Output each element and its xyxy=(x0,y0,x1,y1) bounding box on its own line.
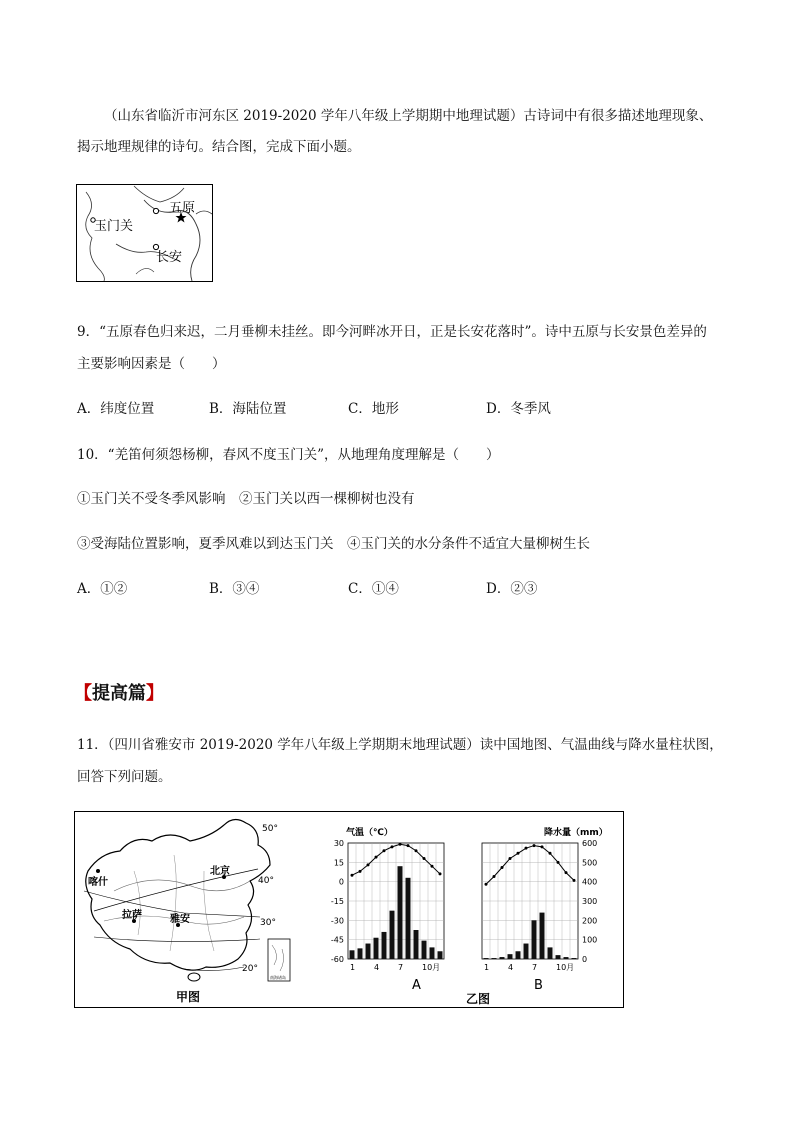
precip-bar xyxy=(492,958,497,959)
precip-tick-label: 0 xyxy=(582,955,588,964)
temp-point xyxy=(367,863,370,866)
temp-point xyxy=(423,857,426,860)
temp-tick-label: 15 xyxy=(333,858,344,868)
city-lhasa: 拉萨 xyxy=(122,910,142,921)
precip-bar xyxy=(438,951,443,959)
changan-point xyxy=(153,244,158,249)
temp-point xyxy=(509,857,512,860)
label-wuyuan: 五原 xyxy=(169,201,196,216)
q9-stem-line-2: 主要影响因素是（ ） xyxy=(77,356,226,372)
temp-point xyxy=(565,871,568,874)
section-heading xyxy=(74,679,164,705)
panel-b-label: B xyxy=(534,978,543,993)
intro-line-2: 揭示地理规律的诗句。结合图，完成下面小题。 xyxy=(77,139,361,155)
temp-point xyxy=(407,844,410,847)
temp-tick-label: -60 xyxy=(330,955,344,964)
temp-tick-label: -30 xyxy=(330,916,344,926)
q10-option-b[interactable]: B．③④ xyxy=(209,581,260,597)
city-kashgar-point xyxy=(96,869,100,873)
climate-chart-b xyxy=(482,843,578,972)
q9-option-a[interactable]: A．纬度位置 xyxy=(77,401,155,417)
city-yaan: 雅安 xyxy=(170,914,190,925)
q11-stem-line-2: 回答下列问题。 xyxy=(77,769,172,785)
section-title: 提高篇 xyxy=(92,683,146,704)
precip-bar xyxy=(516,951,521,959)
panel-a-label: A xyxy=(412,978,421,993)
latitude-20-label: 20° xyxy=(242,964,258,974)
precip-axis-title: 降水量（mm） xyxy=(544,828,608,838)
precip-bar xyxy=(540,913,545,959)
temp-point xyxy=(517,852,520,855)
city-kashgar: 喀什 xyxy=(88,877,108,888)
month-tick-label: 7 xyxy=(398,963,404,972)
precip-bar xyxy=(414,930,419,959)
temp-axis-title: 气温（℃） xyxy=(346,828,393,838)
climate-chart-a xyxy=(348,843,444,972)
month-tick-label: 1 xyxy=(484,963,490,972)
latitude-30-label: 30° xyxy=(260,918,276,928)
latitude-50-label: 50° xyxy=(262,824,278,834)
temp-point xyxy=(439,872,442,875)
wuyuan-point xyxy=(153,208,158,213)
precip-bar xyxy=(500,957,505,959)
q9-option-c[interactable]: C．地形 xyxy=(348,401,399,417)
precip-bar xyxy=(430,947,435,959)
month-tick-label: 1 xyxy=(350,963,356,972)
precip-bar xyxy=(390,911,395,959)
temp-point xyxy=(493,875,496,878)
temp-point xyxy=(549,852,552,855)
intro-line-1: （山东省临沂市河东区 2019-2020 学年八年级上学期期中地理试题）古诗词中有很多描述地理现象、 xyxy=(104,108,713,124)
q10-option-a[interactable]: A．①② xyxy=(77,581,128,597)
latitude-40-label: 40° xyxy=(258,876,274,886)
inset-label: 南海诸岛 xyxy=(270,975,286,980)
precip-tick-label: 600 xyxy=(582,839,598,848)
precip-bar xyxy=(374,938,379,959)
temp-point xyxy=(557,861,560,864)
precip-bar xyxy=(358,948,363,959)
city-beijing: 北京 xyxy=(210,866,230,877)
q10-statements-2: ③受海陆位置影响，夏季风难以到达玉门关 ④玉门关的水分条件不适宜大量柳树生长 xyxy=(77,536,590,552)
precip-tick-label: 100 xyxy=(582,935,598,945)
q9-option-b[interactable]: B．海陆位置 xyxy=(209,401,287,417)
label-changan: 长安 xyxy=(156,250,183,265)
temp-point xyxy=(573,879,576,882)
precip-bar xyxy=(366,944,371,959)
temp-point xyxy=(383,849,386,852)
month-tick-label: 10月 xyxy=(556,963,575,972)
caption-yi: 乙图 xyxy=(466,992,491,1006)
precip-bar xyxy=(398,866,403,959)
temp-point xyxy=(351,874,354,877)
section-bracket-open: 【 xyxy=(74,683,92,704)
temp-point xyxy=(399,843,402,846)
temp-point xyxy=(375,856,378,859)
temp-tick-label: -45 xyxy=(330,935,344,945)
precip-bar xyxy=(422,941,427,959)
temp-point xyxy=(359,870,362,873)
precip-bar xyxy=(350,950,355,959)
caption-jia: 甲图 xyxy=(176,990,201,1004)
q10-statements-1: ①玉门关不受冬季风影响 ②玉门关以西一棵柳树也没有 xyxy=(77,491,415,507)
precip-tick-label: 400 xyxy=(582,877,598,887)
section-bracket-close: 】 xyxy=(146,683,164,704)
temp-point xyxy=(541,845,544,848)
ancient-poetry-map xyxy=(76,184,213,286)
precip-bar xyxy=(548,947,553,959)
temp-point xyxy=(485,883,488,886)
temp-point xyxy=(525,847,528,850)
q10-option-d[interactable]: D．②③ xyxy=(486,581,538,597)
temp-tick-label: 0 xyxy=(338,877,344,887)
month-tick-label: 4 xyxy=(508,963,514,972)
precip-tick-label: 300 xyxy=(582,897,598,906)
temp-point xyxy=(501,866,504,869)
precip-tick-label: 500 xyxy=(582,858,598,868)
temp-tick-label: 30 xyxy=(333,839,344,848)
temp-tick-label: -15 xyxy=(330,897,344,906)
precip-bar xyxy=(532,920,537,959)
precip-tick-label: 200 xyxy=(582,916,598,926)
precip-bar xyxy=(564,957,569,959)
temp-point xyxy=(391,845,394,848)
precip-bar xyxy=(484,958,489,959)
temp-point xyxy=(431,865,434,868)
month-tick-label: 10月 xyxy=(422,963,441,972)
q9-stem-line-1: 9．“五原春色归来迟，二月垂柳未挂丝。即今河畔冰开日，正是长安花落时”。诗中五原与长安景色差异的 xyxy=(77,324,707,340)
china-map-climate-figure xyxy=(74,811,624,1012)
temp-point xyxy=(415,849,418,852)
q11-stem-line-1: 11．（四川省雅安市 2019-2020 学年八年级上学期期末地理试题）读中国地图、气温曲线与降水量柱状图， xyxy=(77,737,723,753)
precip-bar xyxy=(508,954,513,959)
label-yumenguan: 玉门关 xyxy=(94,219,134,234)
q9-option-d[interactable]: D．冬季风 xyxy=(486,401,551,417)
q10-option-c[interactable]: C．①④ xyxy=(348,581,399,597)
precip-bar xyxy=(556,955,561,959)
month-tick-label: 7 xyxy=(532,963,538,972)
month-tick-label: 4 xyxy=(374,963,380,972)
precip-bar xyxy=(406,878,411,959)
q10-stem: 10．“羌笛何须怨杨柳，春风不度玉门关”，从地理角度理解是（ ） xyxy=(77,447,500,463)
precip-bar xyxy=(572,958,577,959)
precip-bar xyxy=(524,944,529,959)
precip-bar xyxy=(382,932,387,959)
temp-point xyxy=(533,844,536,847)
